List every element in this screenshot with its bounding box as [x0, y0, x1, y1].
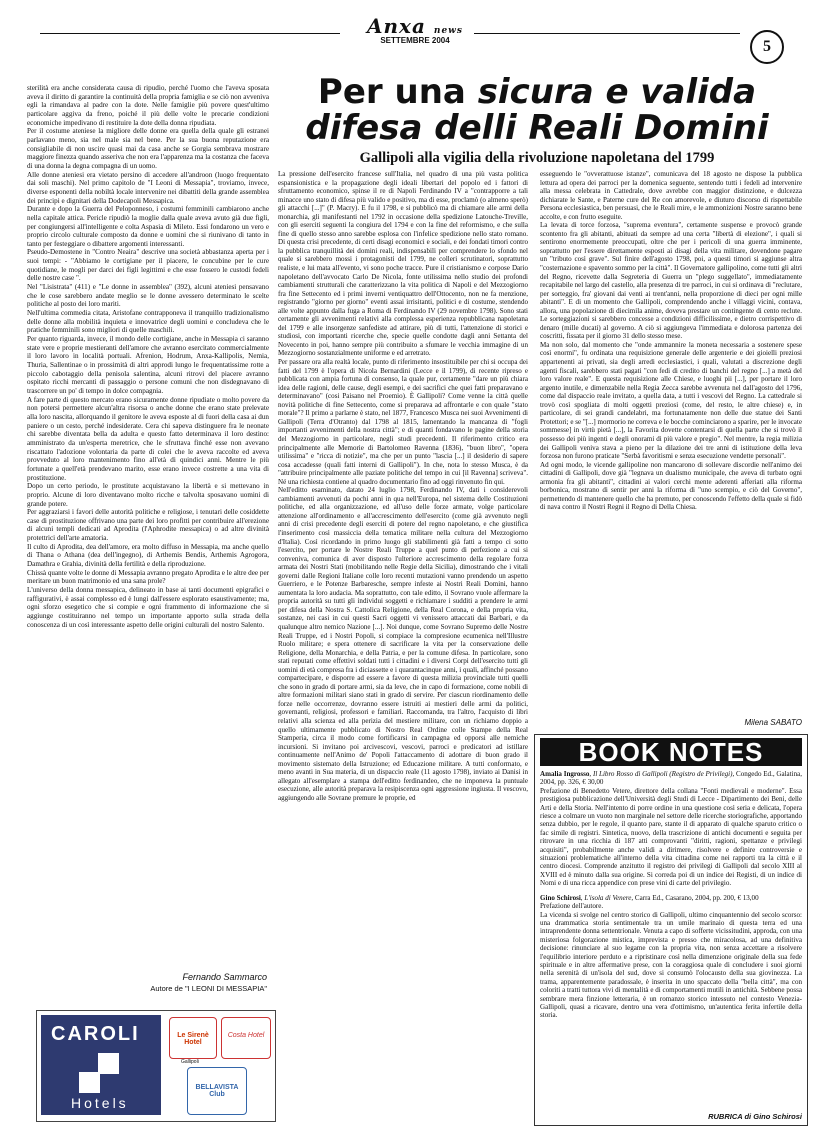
caroli-name: CAROLI — [51, 1023, 140, 1045]
left-paragraph: A fare parte di questo mercato erano sicuramente donne ripudiate o molto povere da non potersi permettere alcun'altra risorsa o anche donne che erano state prelevate alla loro nascita, allorquando il genitore le aveva esposte al di fuori della casa ai dun paniere o un cesto, perché indesiderate. Cera chi sapeva distinguere fra le neonate chi sarebbe diventata bella da adulta e questo fatto determinava il loro destino: amministrato da un'esperta meretrice, che le sfruttava finché esse non avevano riscattato l'adozione volontaria da parte di colei che le aveva raccolte ed aveva provveduto al loro mantenimento fino all'età di quindici anni. Mentre le più fortunate a quell'età prendevano marito, esse erano invece costrette a una vita di prostituzione. — [27, 395, 269, 482]
left-paragraph: Dopo un certo periodo, le prostitute acquistavano la libertà e si mettevano in proprio. Alcune di loro diventavano molto ricche e talvolta sposavano uomini di grande potere. — [27, 482, 269, 508]
ad-caption: Gallipoli — [181, 1059, 199, 1065]
header-rule — [474, 33, 740, 34]
left-paragraph: Per quanto riguarda, invece, il mondo delle cortigiane, anche in Messapia ci saranno state vere e proprie mestieranti dell'amore che avranno esercitato commercialmente il loro lavoro in località portuali. Afrenion, Hodrum, Anxa-Kallipolis, Nemia, Thuria, Sallentinae o in prossimità di altri approdi lungo le frequentatissime rotte a piccolo cabotaggio della penisola salentina, alcuni ritrovi del piacere avranno ospitato ricchi mercanti di passaggio o persone comuni che non disdegnavano di trascorrere un po' di tempo in dolce compagnia. — [27, 335, 269, 395]
left-column — [27, 84, 269, 944]
book-notes-footer: RUBRICA di Gino Schirosi — [708, 1112, 802, 1121]
mid-paragraph: La pressione dell'esercito francese sull'Italia, nel quadro di una più vasta politica espansionistica e la propagazione degli ideali libertari del popolo ed i fattori di sfruttamento economico, spinse il re di Napoli Ferdinando IV a "contrapporre a tali minacce uno stato di difesa più valido e positivo, ma di esse, proclamò (o almeno sperò) gli attacchi [...]" (P. Macry). E fu il 1798, e si pubblicò ma di chiamare alle armi della monarchia, gli manifestanti nel 1792 in occasione della spedizione Latouche-Treville, con gli eserciti seguenti la congiura del 1794 e con la fine del reformismo, e che sulla fine di quello stesso anno sarebbe esplosa con l'infelice spedizione nello stato romano. Di questa crisi precedente, di certi disagi economici e sociali, e dei fondati timori contro la pubblica tranquillità dei domini reali, indispensabili per comprendere lo sfondo nel quale si sarebbero mossi i protagonisti del 1799, ne colleri scrutinatori, soprattutto realiste, e lui mata all'evento, vi sono poche tracce. Pure il cristianismo e corpose Dario napoletano dell'avvocato Carlo De Nicola, fonte utilissima nello studio dei profondi cambiamenti strutturali che caratterizzano la vita politica di Napoli e del Mezzogiorno fra fine Settecento ed i primi inverni ventiquattro dell'Ottocento, non ne fa menzione, registrando "giorno per giorno" eventi assai irrisitanti, politici e di costume, stendendo alle volte appunto dalla fuga a Roma di Ferdinando IV (29 novembre 1798). Sono stati certamente gli avvenimenti relativi alla complessa esperienza repubblicana napoletana del 1799 e alle insorgenze sanfediste ad attirare, più di tutti, l'attenzione di storici e studiosi, con importanti ricerche che, specie quelle condotte dagli anni Settanta del Novecento in poi, hanno sempre più contribuito a sfumare le vecchia immagine di un Mezzogiorno sostanzialmente uniforme e ed arretrato. — [278, 170, 528, 358]
book-entry-1-title: Il Libro Rosso di Gallipoli (Registro de Privilegi) — [592, 770, 733, 778]
caroli-sub: Hotels — [71, 1095, 129, 1111]
right-paragraph: Ad ogni modo, le vicende gallipoline non mancarono di sollevare discordie nell'animo dei cittadini di Gallipoli, dove già "legnava un dualismo municipale, che aveva di turbato ogni armonia fra gli abitanti", cittadini ai valori cerchi mente aderenti afferiati alla riforma borbonica, mostrano di sentir per anni la riforma di "uno scempio, e ciò del Governo", permettendo di mantenere quello che ha premuto, per conoscendo l'effetto della quale si fidò di nava contro il Nostri Regni il Regno di Della Chiesa. — [540, 460, 802, 512]
right-paragraph: esseguendo le "ovverattuose istanze", comunicava del 18 agosto ne dispose la pubblica lettura ad opera dei parroci per la domenica seguente, sentendo tutti i fedeli ad intervenire alla messa celebrata in Cattedrale, dove avrebbe con maggior distinzione, e dulcezza dichiarate le Sante, e Paterne cure del Re con amorevole, e diuturo discorso di rispettabile Persona ecclesiastica, ben persuasi, che le Reali mire, e le ammonizioni Nostre saranno bene accolte, e con frutto eseguite. — [540, 170, 802, 221]
left-paragraph: L'universo della donna messapica, delineato in base ai tanti documenti epigrafici e raffigurativi, è assai complesso ed è lungi dall'essere esplorato esaustivamente; ma, ogni sforzo esegetico che si compie e ogni frammento di informazione che si aggiunge costituiranno nel tempo un importante apporto sulla strada della conoscenza di un così interessante aspetto delle origini culturali del nostro Salento. — [27, 586, 269, 629]
headline-line-2: difesa delli Reali Domini — [305, 108, 769, 148]
left-paragraph: Alle donne ateniesi era vietato persino di accedere all'androon (luogo frequentato dai soli maschi). Nel primo capitolo de "I Leoni di Messapia", troviamo, invece, diverse esponenti della nobiltà locale intervenire nei dibattiti della grande assemblea dei principi e dignitari della Dodecapoli Messapica. — [27, 170, 269, 205]
left-paragraph: Chissà quante volte le donne di Messapia avranno pregato Aprodita e le altre dee per meritare un buon matrimonio ed una sana prole? — [27, 568, 269, 586]
mid-paragraph: Nell'editto esaminato, datato 24 luglio 1798, Ferdinando IV, dati i considerevoli cambiamenti avvenuti da pochi anni in qua nell'Europa, nel sistema delle Costituzioni politiche, ed alla organizzazione, ed all'uso delle forze armate, volge particolare attenzione all'ordinamento e all'accrescimento dell'esercito (come già avvenuto negli anni di crisi precedente degli eserciti di potere del regno napoletano, e che giustifica l'inserimento così massiccia della tematica militare nella cultura del Mezzogiorno d'Italia). Così ricordando in primo luogo gli stabilimenti già fatti a tempo ci sotto l'esercito, per portare le Nostre Reali Truppe a quel punto di perfezione a cui si conveniva, comunica di aver disposto l'ulteriore accrescimento della regolare forza armata dei Nostri Stati (mobilitando nelle Regie della Sicilia), dimostrando che i vitali governi dalle Regioni Italiane colle loro recenti mutazioni vanno prendendo un aspetto Guerriero, e le Potenze Barbaresche, sempre infeste ai Nostri Reali Domini, hanno aumentata la loro audacia. Ma soprattutto, con tale editto, il Sovrano vuole affermare la propria autorità su tutti gli individui soggetti e richiamare i sudditi a prendere le armi per difesa della Nostra S. Cattolica Religione, della Real Corona, e della propria vita, sostanze, nei casi in cui questi Sacri oggetti vi venissero attaccati dai Barbari, e da qualunque altro nemico Nazione [...]. Noi dunque, come Sovrano Supremo delle Nostre Reali Truppe, ed i Nostri Popoli, si compiace la compresione ecumenica nell'Illustre Ruolo militare; e spera ottenere di sacrificare la vita per la conservazione delle Religione, della Monarchia, e della Patria, e per la comune difesa. In particolare, sono stati reputati come effettivi soldati tutti i cittadini e i diversi Corpi dell'esercito tutti gli uomini di età compresa fra i diciassette e i quarantacinque anni, i quali, affinché possano compartecipare, e disporre ad essere a favore di questa milizia provinciale tutti quelli che sono in grado di portare armi, sia da leve, che in capo di formazione, come nobili di altre formazioni militari siano stati in grado di servire. Per ciascun riordinamento delle forze nelle occorrenze, dovranno essere istruiti ai mestieri delle armi da politici, governanti, religiosi, professori e familiari. Raccomanda, tra l'altro, l'acquisto di libri relativi alla scienza ed alla perizia del mestiere militare, con un richiamo doppio a quello ultimamente pubblicato di Nostro Real Ordine colle Stampe della Real Stamperia, circa il modo come fortificarsi in campagna ed opporsi alle nemiche incursioni. Si invitano poi arcivescovi, vescovi, parroci e predicatori ad istillare continuamente nell'Animo de' Popoli l'attaccamento di adottare di buon grado il movimento sistemato della Istruzione; ed Educazione militare. A tutti conformato, e meno avanti in Sua materia, di un dispaccio reale (11 agosto 1798), inviato ai Danisi in allegato all'esemplare a stampa dell'editto ferdinandeo, che ne imponeva la puntuale esecuzione, alle autorità preparava la resipiscenza ogni aggressione ingiusta. Il vescovo, aggiungendo alle Sovrane premure le proprie, ed — [278, 486, 528, 802]
left-paragraph: sterilità era anche considerata causa di ripudio, perché l'uomo che l'aveva sposata aveva il diritto di garantire la continuità della propria famiglia e se ciò non avveniva egli la rimandava al padre con la dote. Nelle famiglie più povere quest'ultimo particolare aggiva da freno, poiché il più delle volte le precarie condizioni economiche impedivano di restituire la dote della donna ripudiata. — [27, 84, 269, 127]
book-entry-1-text: Prefazione di Benedetto Vetere, direttore della collana "Fonti medievali e moderne". Essa prestigiosa pubblicazione dell'Università degli Studi di Lecce - Dipartimento dei Beni, delle Arti e della Storia. Nell'intento di porre ordine in una questione così seria e delicata, l'opera riesce a colmare un vuoto non marginale nel settore delle ricerche storiografiche, apportando senza dubbio, per le regole, il quanto pare, stante il di apparato di qualche sparuto critico o fac simile di registri. Sintetica, nuovo, della trascrizione di antichi documenti e seguita per ritrovare in una ricchia di 187 atti comprovanti "diritti, ragioni, spettanze e privilegi acquisiti", probabilmente anche validi a dirimere, risolvere e definire controversie e situazioni problematiche all'interno della vita cittadina come nei rapporti tra la città e il centro diocesi. Comprende anzitutto il registro dei privilegi di Gallipoli dal secolo XIII al XVIII ed è minuto dalla sua origine. Si correda poi di un indice dei Registi, di un indice di Nomi e di una ricca appendice con prese vini di carte del privilegio. — [540, 786, 802, 888]
left-paragraph: Il culto di Aprodita, dea dell'amore, era molto diffuso in Messapia, ma anche quello di Thana o Athana (dea dell'ingegno), di Arthemis Bendis, Arthemis Agrogora, Damathra e Grahia, divinità della fertilità e della riproduzione. — [27, 542, 269, 569]
header-rule-left — [40, 33, 340, 34]
right-author: Milena SABATO — [744, 718, 802, 727]
caroli-grid-icon — [79, 1053, 119, 1093]
book-entry-1-heading: Amalia Ingrosso, Il Libro Rosso di Gallipoli (Registro de Privilegi), Congedo Ed., Galatina, 2004, pp. 326, € 30,00 — [540, 770, 802, 787]
right-column — [540, 170, 802, 718]
right-paragraph: La levata di torce forzosa, "suprema eventura", certamente suspense e provocò grande scontento fra gli abitanti, abituati da sempre ad una certa "libertà di elezione", i quali si sentirono enormemente preoccupati, oltre che per i pericoli di una guerra imminente, soprattutto per l'essere direttamente esposti ai disagi della vita militare, dovendone pagare un "tributo così grave". Sul finire dell'agosto 1798, poi, a questi timori si aggiunse altra "costernazione e spavento sommo per la città". Il Governatore gallipolino, come tutti gli altri del Regno, ricevette dalla Segreteria di Guerra un "plego suggellato", immediatamente recapitabile nel largo del castello, alla presenza di tre parroci, in cui si ordinava di "reclutare, per sorteggio, fra' giovani dai venti ai trent'anni, nella proporzione di dieci per ogni mille abitanti". E di un momento che Gallipoli, comprendendo anche i villaggi vicini, contava, allora, una popolazione di diecimila anime, doveva prestare un contingente di cento reclute. Le sorteggiazioni si sarebbero concesse a condizioni difficilissime, e dietro corrispettivo di denaro (mille ducati) al governo. A ciò si aggiungeva l'immediata e dolorosa partenza dei coscritti, fissata per il giorno 31 dello stesso mese. — [540, 221, 802, 341]
right-paragraph: Ma non solo, dal momento che "onde ammannire la moneta necessaria a sostenere spese così enormi", fu ordinata una requisizione generale delle argenterie e dei gioielli preziosi appartenenti ai privati, sia degli arredi ecclesiastici, i quali, valutati a discrezione degli agenti fiscali, sarebbero stati pagati "con fedi di credito di banchi del regno [...] a metà del loro valore reale". E questa requisizione alle Chiese, e luoghi pii [...], per portare il loro argento inutile, e dimenzabile nella Regia Zecca sarebbe avvenuta nel dall'agosto del 1796, come dal dispaccio reale invitato, a quella data, a tutti i vescovi del Regno. La cattedrale si trovò così spogliata di molti oggetti preziosi (come, del resto, le altre chiese) e, in particolare, di sei grandi candelabri, ma fortunatamente non delle due statue dei Santi Protettori; e se "[...] mormorio ne correva e le bocche cominciarono a sparire, per le invocate sommesse] in virtù pietà [...], la Favorita dovette contentarsi di quella parte che si trovò il possesso dei più ingenti e degli onorami di più valore e pregio". Nel mentre, la regia milizia dei Gallipoli veniva stava a pieno per la dilazione dei tre anni di istituzione della leva forzosa non furono praticate "Serbà favoritismi e senza esecuzione vendette personali". — [540, 340, 802, 461]
sponsor-ads — [36, 1010, 276, 1122]
mid-paragraph: Per passare ora alla realtà locale, punto di riferimento insostituibile per chi si occupa dei fatti del 1799 è l'opera di Nicola Bernardini (Lecce e il 1799), di recente ripreso e pubblicata con ampia fortuna di consenso, la quale pur, certamente "dare un più chiara idea delle ragioni, delle cause, degli esempi, e dei sacrifici che quei fatti preparavano e determinavano" (cosi Paisano nel Proemio). È Gallipoli? Come venne la città quelle novità politiche di fine Settecento, come si preparava ad affrontarle e con quale "stato morale"? Il primo a parlarne è stato, nel 1877, Francesco Musca nei suoi Avvenimenti di Gallipoli (Terra d'Otranto) dal 1798 al 1815, lamentando la mancanza di "fogli importanti avvenimenti della nostra città"; e di quanti fondavano le pagine della storia del Mezzogiorno in particolare, negli studi precedenti. Il riferimento critico era principalmente alle Memorie di Bartolomeo Ravenna (1836), "buon libro", "opera utilissima" e "ricca di notizie", ma che per un punto "lascia [...] il desiderio di sapere cosa accadesse (quali fatti interni di Gallipoli"). In che, nota lo stesso Musca, è da "attribuire principalmente alle paziate politiche del tempo in cui [il Ravenna] scriveva". Né una richiesta contiene al quadro documentario fino ad oggi rinvenuto fin qui. — [278, 358, 528, 486]
caroli-hotels-logo — [41, 1015, 161, 1115]
book-entry-2-text: La vicenda si svolge nel centro storico di Gallipoli, ultimo cinquantennio del secolo scorso: una drammatica storia sentimentale tra un umile marinaio di questa terra ed una intraprendente donna settentrionale. Venuta a capo di sofferte vicissitudini, approda, con una misteriosa folgorazione mistica, imprevista e presso che miracolosa, ad una definitiva decisione: rinunciare al suo legame con la propria vita, non senza accettare a risolvere l'equilibrio interiore perduto e a ripristinare così nella dimenzione originale della sua fede spirituale e in altre affermative prese, con la coraggiosa quale di concludere i suoi giorni nella serenità di un'isola del sud, dove si consumò l'olocausto della sua giovinezza. La trama, apparentemente paradossale, è inserita in uno spaccato della "bella città", ma con coloriti a tratti tuttora vivi di mentalità e di comportamenti mutili in antichità. Sebbene possa sembrare mera finzione letteraria, è un romanzo storico intessuto nel contesto Venezia-Gallipoli, quasi a ricavare, dentro una vera d'ottimismo, un'autentica ferita infertile della storia. — [540, 910, 802, 1020]
left-paragraph: Pseudo-Demostene in "Contro Neaira" descrive una società abbastanza aperta per i suoi tempi: - "Abbiamo le cortigiane per il piacere, le concubine per le cure quotidiane, le mogli per darci dei figli legittimi e che esse fossero le custodi fedeli delle nostre case ". — [27, 248, 269, 283]
left-author: Fernando Sammarco — [182, 972, 267, 982]
headline-italic: sicura e valida — [477, 72, 757, 112]
book-notes-title: BOOK NOTES — [540, 738, 802, 766]
page-number: 5 — [750, 30, 784, 64]
book-entry-2-heading: Gino Schirosi, L'isola di Venere, Carra Ed., Casarano, 2004, pp. 200, € 13,00 — [540, 893, 759, 902]
middle-column — [278, 170, 528, 1128]
left-author-role: Autore de "I LEONI DI MESSAPIA" — [150, 984, 267, 993]
book-entry-1-pub: Congedo Ed., Galatina, 2004, pp. 326, € 30,00 — [540, 770, 802, 787]
masthead-brand: Anxa news — [366, 14, 463, 38]
headline-line-1: Per una sicura e valida — [317, 72, 757, 112]
book-entry-2-pref: Prefazione dell'autore. — [540, 902, 604, 911]
left-paragraph: Per aggraziarsi i favori delle autorità politiche e religiose, i tenutari delle cosiddette case di prostituzione offrivano una parte dei loro profitti per contribuire all'erezione di alcuni templi dedicati ad Aprodita (l'Aphrodite messapica) o ad altre divinità protettrici dell'arte amatoria. — [27, 508, 269, 543]
book-entry-2-title: L'isola di Venere — [584, 893, 632, 902]
left-paragraph: Durante e dopo la Guerra del Peloponneso, i costumi femminili cambiarono anche nella capitale attica. Pericle ripudiò la moglie dalla quale aveva avuto già due figli, per congiungersi all'intelligente e colta Aspasia di Mileto. Essi fondarono un vero e proprio circolo culturale composto da donne e uomini che si riunivano di tanto in tanto per festeggiare o dibattere argomenti interessanti. — [27, 205, 269, 248]
masthead-brand-suffix: news — [433, 26, 463, 36]
article-subtitle: Gallipoli alla vigilia della rivoluzione napoletana del 1799 — [359, 150, 715, 166]
left-paragraph: Nel "Lisistrata" (411) e "Le donne in assemblea" (392), alcuni ateniesi pensavano che le cose sarebbero andate meglio se le donne avessero determinato le scelte politiche al posto dei loro mariti. — [27, 283, 269, 309]
sirene-logo: Le Sirenè Hotel — [169, 1017, 217, 1059]
costa-hotel-logo: Costa Hotel — [221, 1017, 271, 1059]
book-entry-2-pub: Carra Ed., Casarano, 2004, pp. 200, € 13,00 — [634, 893, 759, 902]
issue-date: SETTEMBRE 2004 — [380, 36, 450, 45]
left-paragraph: Nell'ultima commedia citata, Aristofane contrapponeva il tranquillo tradizionalismo delle donne alla mobilità inquieta e innovatrice degli uomini e concludeva che le pratiche femminili sono migliori di quelle maschili. — [27, 309, 269, 335]
masthead — [360, 14, 470, 45]
headline — [282, 74, 792, 146]
left-paragraph: Per il costume ateniese la migliore delle donne era quella della quale gli estranei parlavano meno, sia nel male sia nel bene. Per la sua buona reputazione era consigliabile di non uscire quasi mai da casa anche se Gorgia sembrava mostrare maggiore finezza quando asseriva che non era l'apparenza ma la costanza che faceva di una donna la degna compagna di un uomo. — [27, 127, 269, 170]
book-notes-text — [540, 770, 802, 1110]
bellavista-club-logo: BELLAVISTA Club — [187, 1067, 247, 1115]
